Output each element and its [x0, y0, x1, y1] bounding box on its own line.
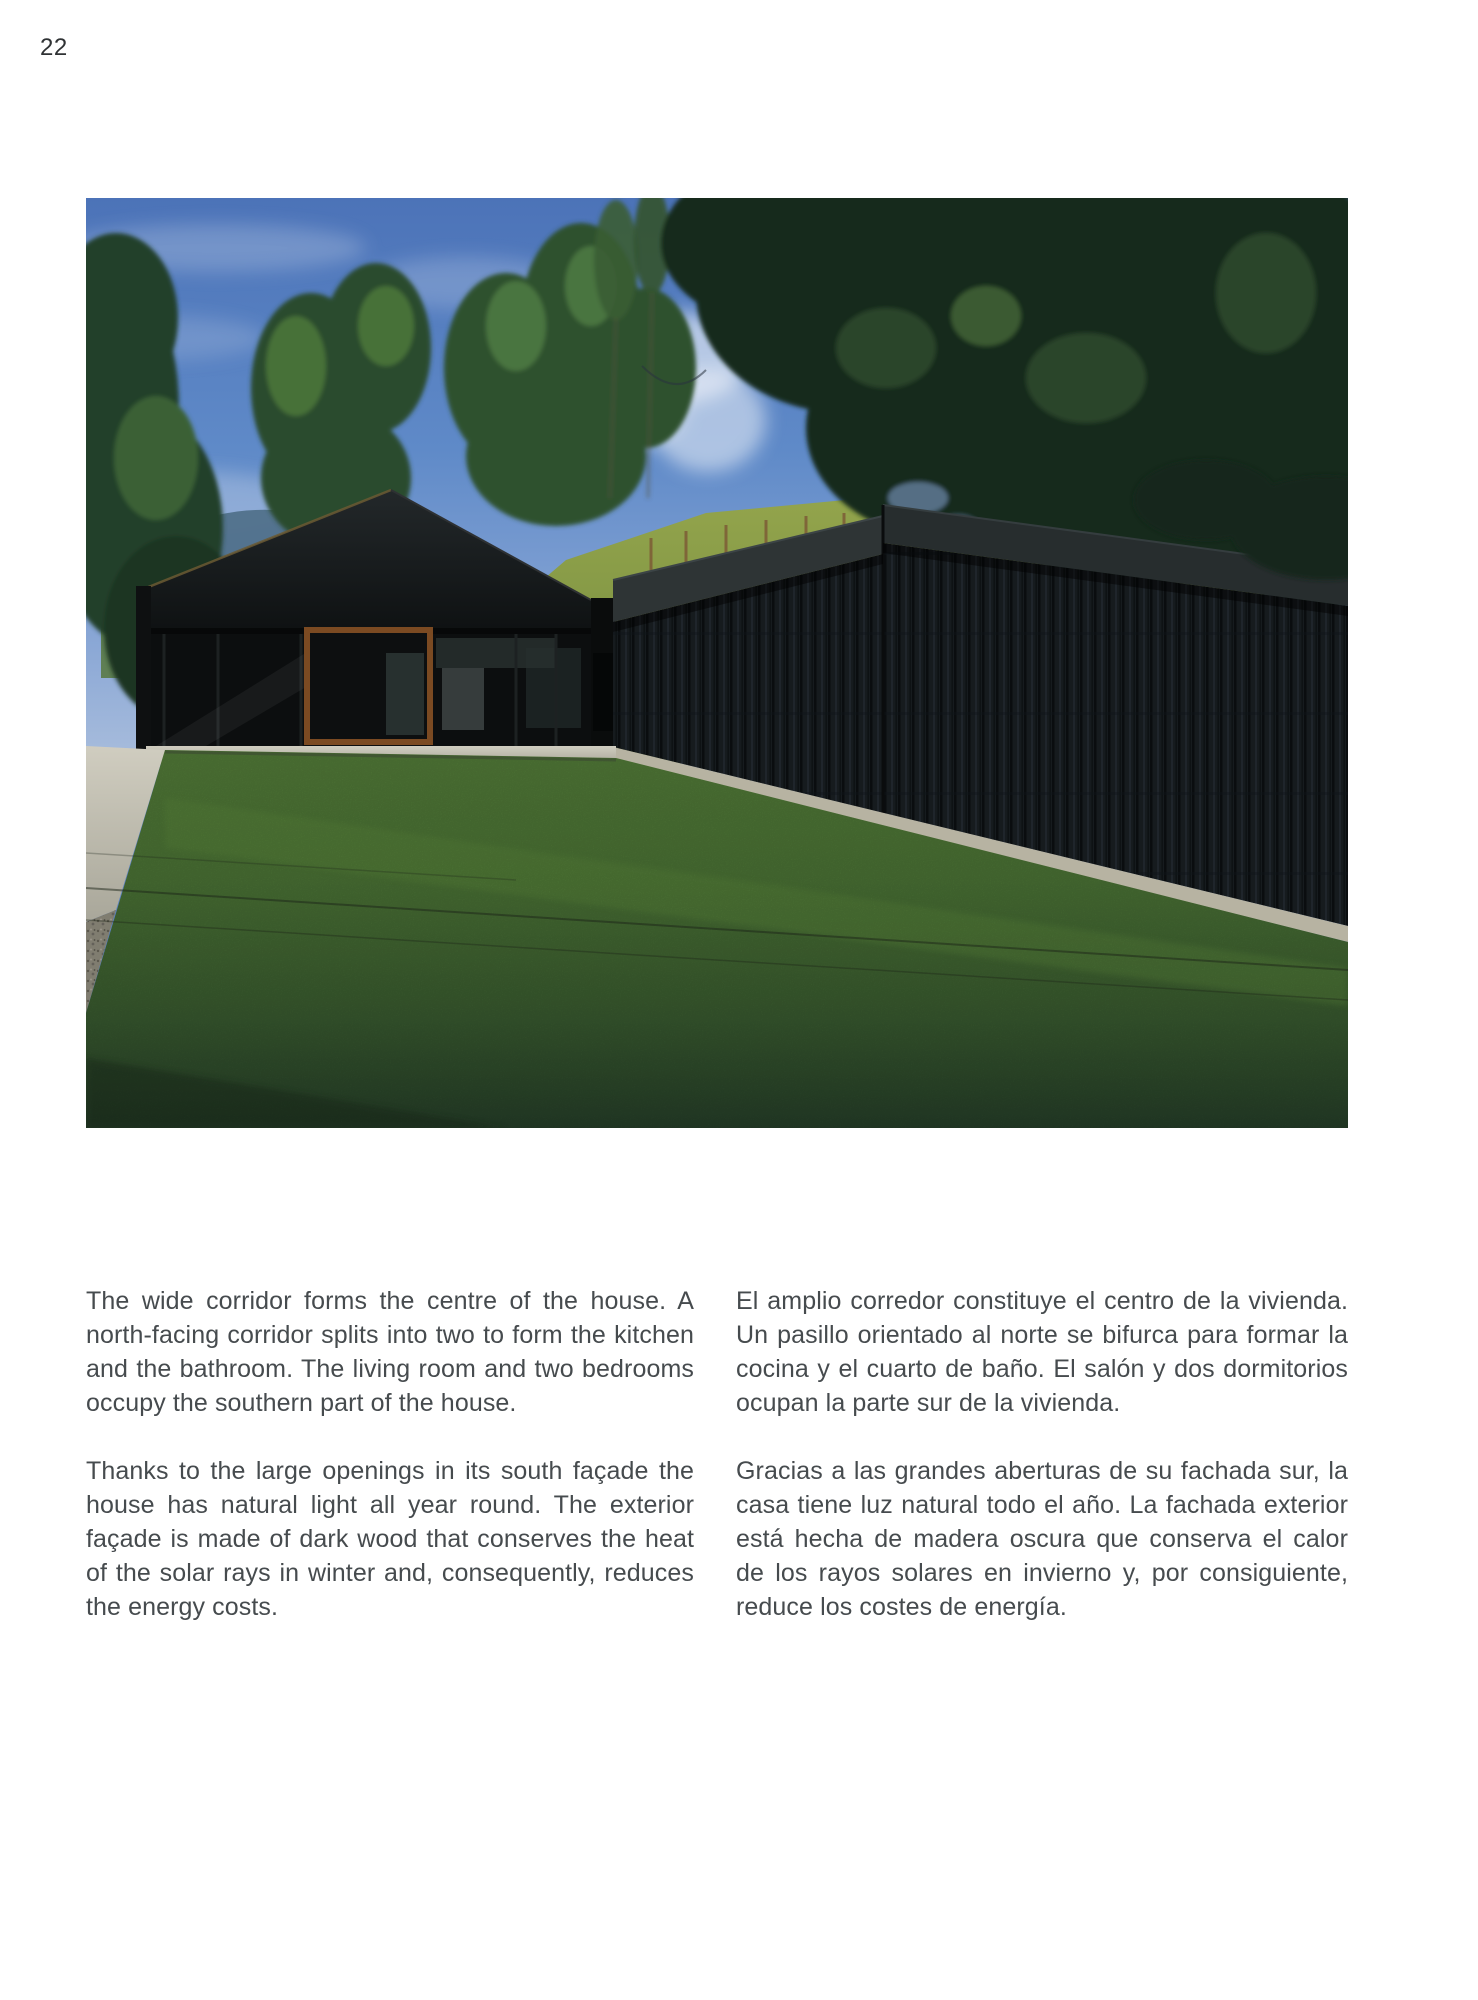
- house-photo-illustration: [86, 198, 1348, 1128]
- paragraph-english-1: The wide corridor forms the centre of the house. A north-facing corridor splits into two to form the kitchen and the bathroom. The living room and two bedrooms occupy the southern part of the house.: [86, 1287, 694, 1417]
- paragraph-spanish-1: El amplio corredor constituye el centro de la vivienda. Un pasillo orientado al norte se bifurca para formar la cocina y el cuarto de baño. El salón y dos dormitorios ocupan la parte sur de la vivienda.: [736, 1287, 1348, 1417]
- text-column-spanish: [736, 1284, 1348, 1658]
- paragraph-english-2: Thanks to the large openings in its south façade the house has natural light all year round. The exterior façade is made of dark wood that conserves the heat of the solar rays in winter and, consequently, reduces the energy costs.: [86, 1457, 694, 1621]
- body-text: [86, 1284, 1348, 1658]
- house-photograph: [86, 198, 1348, 1128]
- paragraph-spanish-2: Gracias a las grandes aberturas de su fachada sur, la casa tiene luz natural todo el año. La fachada exterior está hecha de madera oscura que conserva el calor de los rayos solares en invierno y, por consiguiente, reduce los costes de energía.: [736, 1457, 1348, 1621]
- page-number: 22: [40, 34, 68, 61]
- text-column-english: [86, 1284, 694, 1658]
- corner-post: [136, 586, 151, 756]
